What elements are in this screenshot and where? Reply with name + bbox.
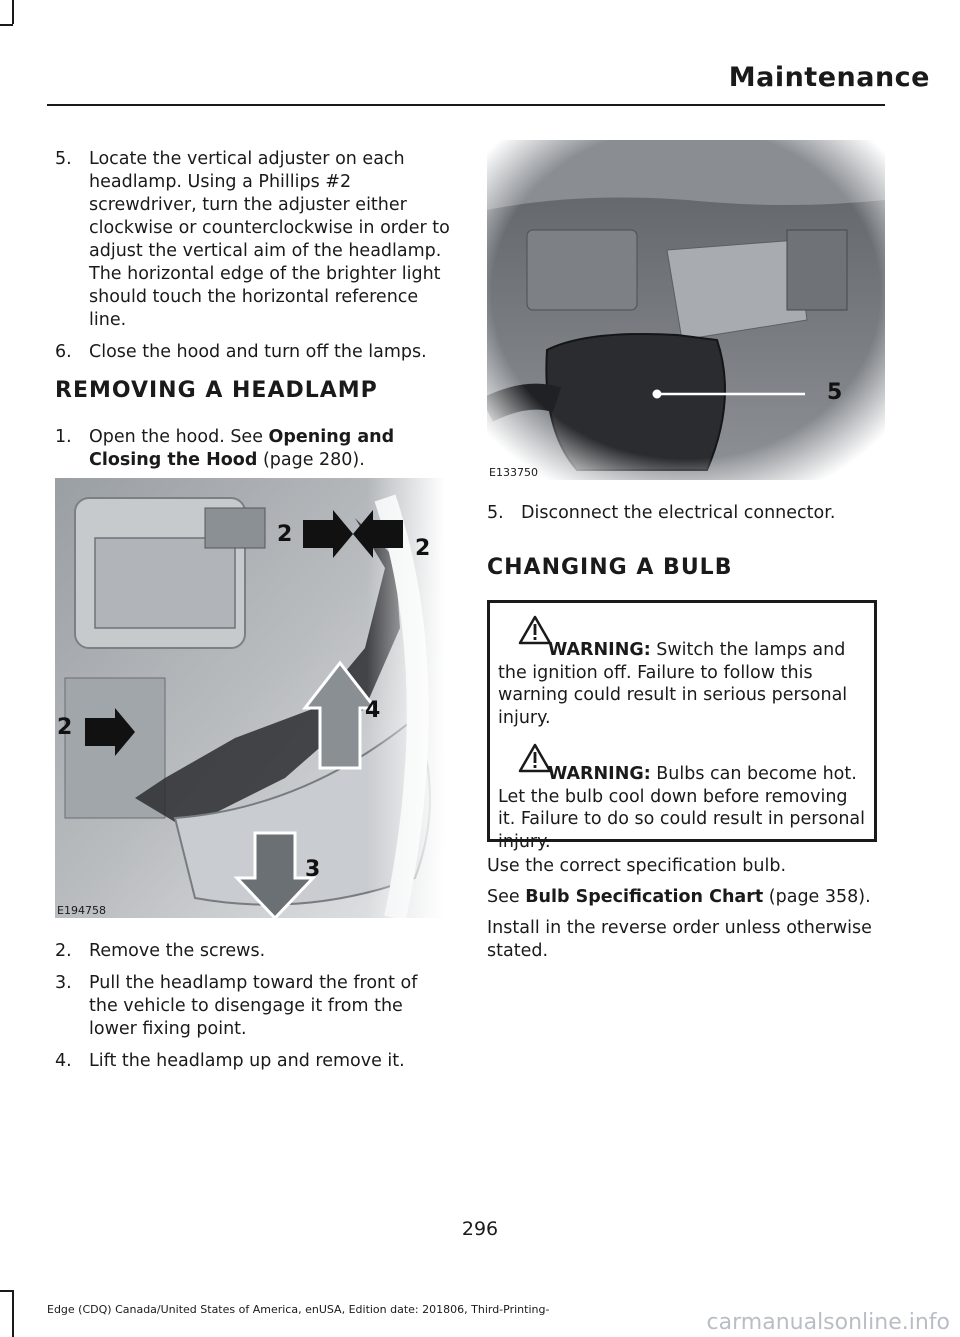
page-reference: (page 280).: [257, 450, 365, 470]
crop-mark: [0, 1290, 13, 1292]
edition-footer: Edge (CDQ) Canada/United States of America, enUSA, Edition date: 201806, Third-Printing-: [47, 1303, 550, 1316]
figure-code: E133750: [489, 466, 538, 479]
page-reference: (page 358).: [763, 887, 871, 907]
warning-text: Bulbs can become hot. Let the bulb cool down before removing it. Failure to do so could result in personal injury.: [498, 764, 865, 852]
warning-triangle-icon: [518, 615, 552, 645]
page-title: Maintenance: [728, 62, 930, 93]
list-item: [55, 1050, 450, 1073]
page-number: 296: [461, 1218, 499, 1240]
step-text: Lift the headlamp up and remove it.: [89, 1051, 405, 1071]
section-heading-changing: CHANGING A BULB: [487, 555, 733, 580]
headlamp-illustration: [55, 478, 445, 918]
crop-mark: [0, 24, 13, 26]
step-number: 5.: [487, 503, 504, 523]
connector-figure: [487, 140, 885, 480]
step-number: 5.: [55, 149, 72, 169]
callout-label: 2: [277, 522, 293, 547]
step-text: Close the hood and turn off the lamps.: [89, 342, 427, 362]
list-item: [55, 341, 450, 364]
warning-label: WARNING:: [548, 764, 651, 784]
list-item: [55, 972, 450, 1041]
step-text: Disconnect the electrical connector.: [521, 503, 836, 523]
callout-label: 2: [57, 715, 73, 740]
watermark: carmanualsonline.info: [706, 1310, 950, 1335]
step-number: 6.: [55, 342, 72, 362]
callout-label: 2: [415, 536, 431, 561]
connector-illustration: [487, 140, 885, 480]
list-item: [55, 426, 450, 472]
figure-code: E194758: [57, 904, 106, 917]
section-heading-removing: REMOVING A HEADLAMP: [55, 378, 378, 403]
steps-remove: [55, 940, 450, 1082]
warning-item: [498, 609, 866, 729]
crop-mark: [12, 0, 14, 24]
list-item: [55, 940, 450, 963]
callout-label: 5: [827, 380, 843, 405]
callout-label: 4: [365, 698, 381, 723]
step-text: Pull the headlamp toward the front of the vehicle to disengage it from the lower fixing point.: [89, 973, 418, 1039]
step-text: Open the hood. See: [89, 427, 269, 447]
list-item: [55, 148, 450, 332]
steps-top: [55, 148, 450, 373]
warning-label: WARNING:: [548, 640, 651, 660]
cross-reference-link[interactable]: Bulb Specification Chart: [525, 887, 764, 907]
callout-label: 3: [305, 857, 321, 882]
bulb-para-2: [487, 886, 882, 909]
title-divider: [47, 104, 885, 106]
headlamp-removal-figure: [55, 478, 445, 918]
step-text: Remove the screws.: [89, 941, 266, 961]
para-text: See: [487, 887, 526, 907]
warning-box: [487, 600, 877, 852]
step-number: 4.: [55, 1051, 72, 1071]
list-item: [487, 502, 882, 525]
step-number: 1.: [55, 427, 72, 447]
bulb-para-3: Install in the reverse order unless otherwise stated.: [487, 918, 872, 961]
warning-item: [498, 749, 866, 853]
step-text: Locate the vertical adjuster on each headlamp. Using a Phillips #2 screwdriver, turn the adjuster either clockwise or counterclockwise in order to adjust the vertical aim of the headlamp. The horizontal edge of the brighter light should touch the horizontal reference line.: [89, 149, 450, 330]
step-number: 2.: [55, 941, 72, 961]
bulb-para-1: Use the correct specification bulb.: [487, 856, 787, 876]
warning-triangle-icon: [518, 743, 552, 773]
cross-reference-link[interactable]: Opening and Closing the Hood: [89, 427, 395, 470]
crop-mark: [12, 1290, 14, 1337]
step-number: 3.: [55, 973, 72, 993]
warning-text: Switch the lamps and the ignition off. Failure to follow this warning could result in serious personal injury.: [498, 640, 848, 728]
